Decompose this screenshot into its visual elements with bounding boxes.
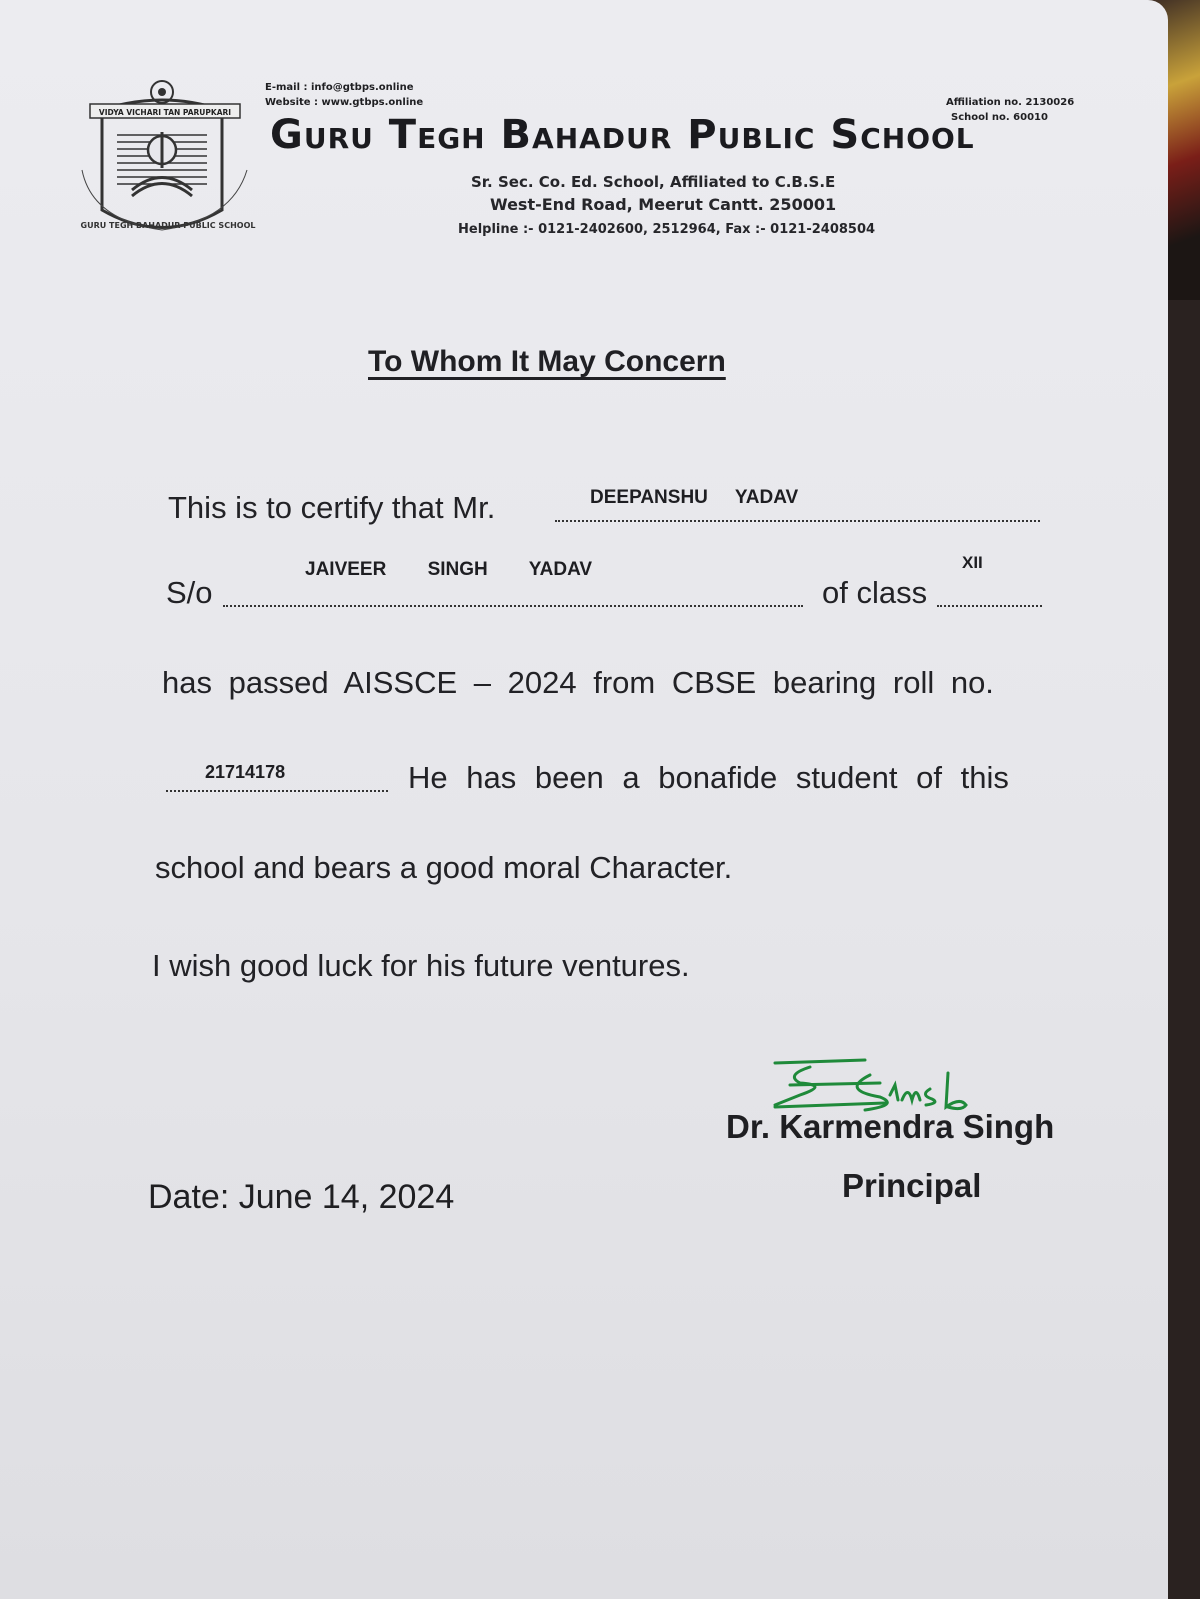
signer-designation: Principal <box>842 1167 982 1204</box>
affiliation-text: Affiliation no. 2130026 <box>946 97 1075 108</box>
logo-ribbon-top: VIDYA VICHARI TAN PARUPKARI <box>98 108 232 117</box>
email-text: E-mail : info@gtbps.online <box>265 82 414 93</box>
name-dotted-line <box>555 520 1040 522</box>
school-helpline: Helpline :- 0121-2402600, 2512964, Fax :- 0121-2408504 <box>458 222 876 237</box>
bonafide-text: He has been a bonafide student of this <box>408 760 1009 795</box>
school-name: Guru Tegh Bahadur Public School <box>270 112 975 158</box>
issue-date: Date: June 14, 2024 <box>148 1178 455 1216</box>
logo-ribbon-bottom: GURU TEGH BAHADUR PUBLIC SCHOOL <box>80 221 256 230</box>
son-of-label: S/o <box>166 575 213 610</box>
school-logo <box>72 70 262 240</box>
school-number-text: School no. 60010 <box>951 112 1048 123</box>
roll-dotted-line <box>166 790 388 792</box>
signer-name: Dr. Karmendra Singh <box>726 1108 1055 1145</box>
father-name: JAIVEER SINGH YADAV <box>305 559 593 580</box>
wishes-text: I wish good luck for his future ventures. <box>152 948 690 983</box>
principal-signature <box>770 1055 990 1115</box>
student-name: DEEPANSHU YADAV <box>590 487 799 508</box>
character-text: school and bears a good moral Character. <box>155 850 733 885</box>
class-dotted-line <box>937 605 1042 607</box>
website-text: Website : www.gtbps.online <box>265 97 424 108</box>
certify-text: This is to certify that Mr. <box>168 490 496 525</box>
father-dotted-line <box>223 605 803 607</box>
passed-text: has passed AISSCE – 2024 from CBSE bearing roll no. <box>162 665 994 700</box>
roll-number: 21714178 <box>205 762 286 782</box>
class-label: of class <box>822 575 928 610</box>
school-subtitle: Sr. Sec. Co. Ed. School, Affiliated to C.B.S.E <box>471 173 836 191</box>
letter-heading: To Whom It May Concern <box>368 345 726 378</box>
class-value: XII <box>962 553 983 572</box>
school-address: West-End Road, Meerut Cantt. 250001 <box>490 195 837 214</box>
